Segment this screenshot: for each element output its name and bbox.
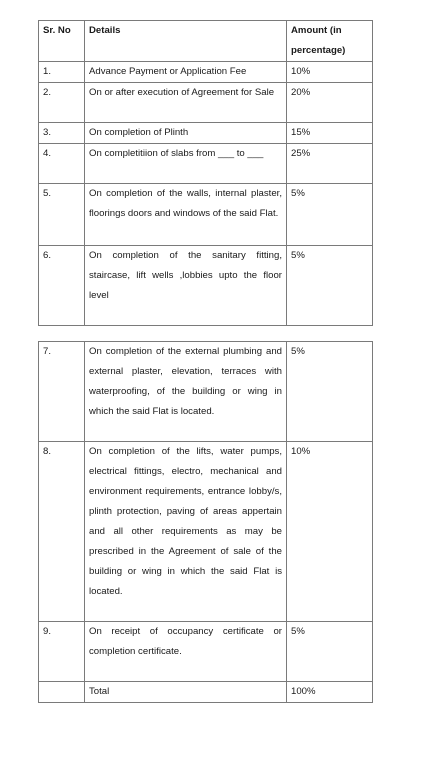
table-row	[39, 62, 373, 83]
amount-cell: 5%	[287, 622, 373, 682]
amount-cell: 10%	[287, 62, 373, 83]
header-details: Details	[85, 21, 287, 62]
sr-no-cell: 8.	[39, 442, 85, 622]
amount-cell: 15%	[287, 123, 373, 144]
details-cell: On completion of the lifts, water pumps, electrical fittings, electro, mechanical and environment requirements, entrance lobby/s, plinth protection, paving of areas appertain and all other requirements as may be prescribed in the Agreement of sale of the building or wing in which the said Flat is located.	[85, 442, 287, 622]
table-header-row	[39, 21, 373, 62]
header-sr-no: Sr. No	[39, 21, 85, 62]
details-cell: On completion of the sanitary fitting, staircase, lift wells ,lobbies upto the floor level	[85, 246, 287, 326]
amount-cell: 5%	[287, 246, 373, 326]
sr-no-cell: 9.	[39, 622, 85, 682]
amount-cell: 10%	[287, 442, 373, 622]
sr-no-cell: 4.	[39, 144, 85, 184]
total-label: Total	[85, 682, 287, 703]
details-cell: On completion of Plinth	[85, 123, 287, 144]
details-cell: On completion of the walls, internal plaster, floorings doors and windows of the said Flat.	[85, 184, 287, 246]
sr-no-cell: 2.	[39, 83, 85, 123]
sr-no-cell: 3.	[39, 123, 85, 144]
amount-cell: 20%	[287, 83, 373, 123]
amount-cell: 25%	[287, 144, 373, 184]
amount-cell: 5%	[287, 342, 373, 442]
details-cell: On completitiion of slabs from ___ to ___	[85, 144, 287, 184]
table-row	[39, 83, 373, 123]
payment-schedule-table-2	[38, 341, 373, 703]
details-cell: On receipt of occupancy certificate or completion certificate.	[85, 622, 287, 682]
sr-no-cell: 1.	[39, 62, 85, 83]
amount-cell: 5%	[287, 184, 373, 246]
table-row	[39, 342, 373, 442]
table-row	[39, 246, 373, 326]
sr-no-cell	[39, 682, 85, 703]
sr-no-cell: 6.	[39, 246, 85, 326]
table-row	[39, 144, 373, 184]
details-cell: Advance Payment or Application Fee	[85, 62, 287, 83]
details-cell: On or after execution of Agreement for Sale	[85, 83, 287, 123]
header-amount: Amount (in percentage)	[287, 21, 373, 62]
table-row	[39, 442, 373, 622]
total-row	[39, 682, 373, 703]
payment-schedule-table-1	[38, 20, 373, 326]
table-row	[39, 622, 373, 682]
sr-no-cell: 5.	[39, 184, 85, 246]
details-cell: On completion of the external plumbing and external plaster, elevation, terraces with waterproofing, of the building or wing in which the said Flat is located.	[85, 342, 287, 442]
table-row	[39, 123, 373, 144]
total-amount: 100%	[287, 682, 373, 703]
table-row	[39, 184, 373, 246]
sr-no-cell: 7.	[39, 342, 85, 442]
